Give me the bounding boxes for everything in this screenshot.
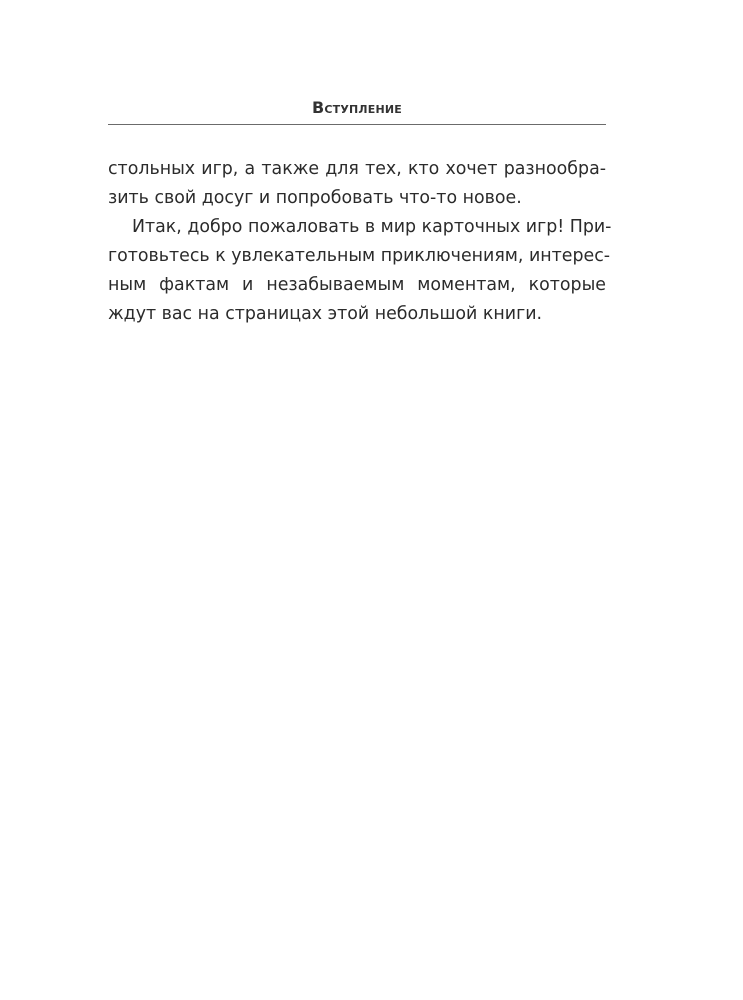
text-line: зить свой досуг и попробовать что-то новое. — [108, 188, 522, 208]
text-line: готовьтесь к увлекательным приключениям, интерес- — [108, 246, 611, 266]
chapter-title: Вступление — [311, 98, 403, 117]
running-header — [108, 96, 606, 125]
text-line: ным фактам и незабываемым моментам, которые — [108, 275, 606, 295]
text-line: ждут вас на страницах этой небольшой книги. — [108, 304, 543, 324]
body-text — [108, 155, 612, 329]
text-line: Итак, добро пожаловать в мир карточных игр! При- — [132, 217, 612, 237]
text-line: стольных игр, а также для тех, кто хочет разнообра- — [108, 159, 606, 179]
